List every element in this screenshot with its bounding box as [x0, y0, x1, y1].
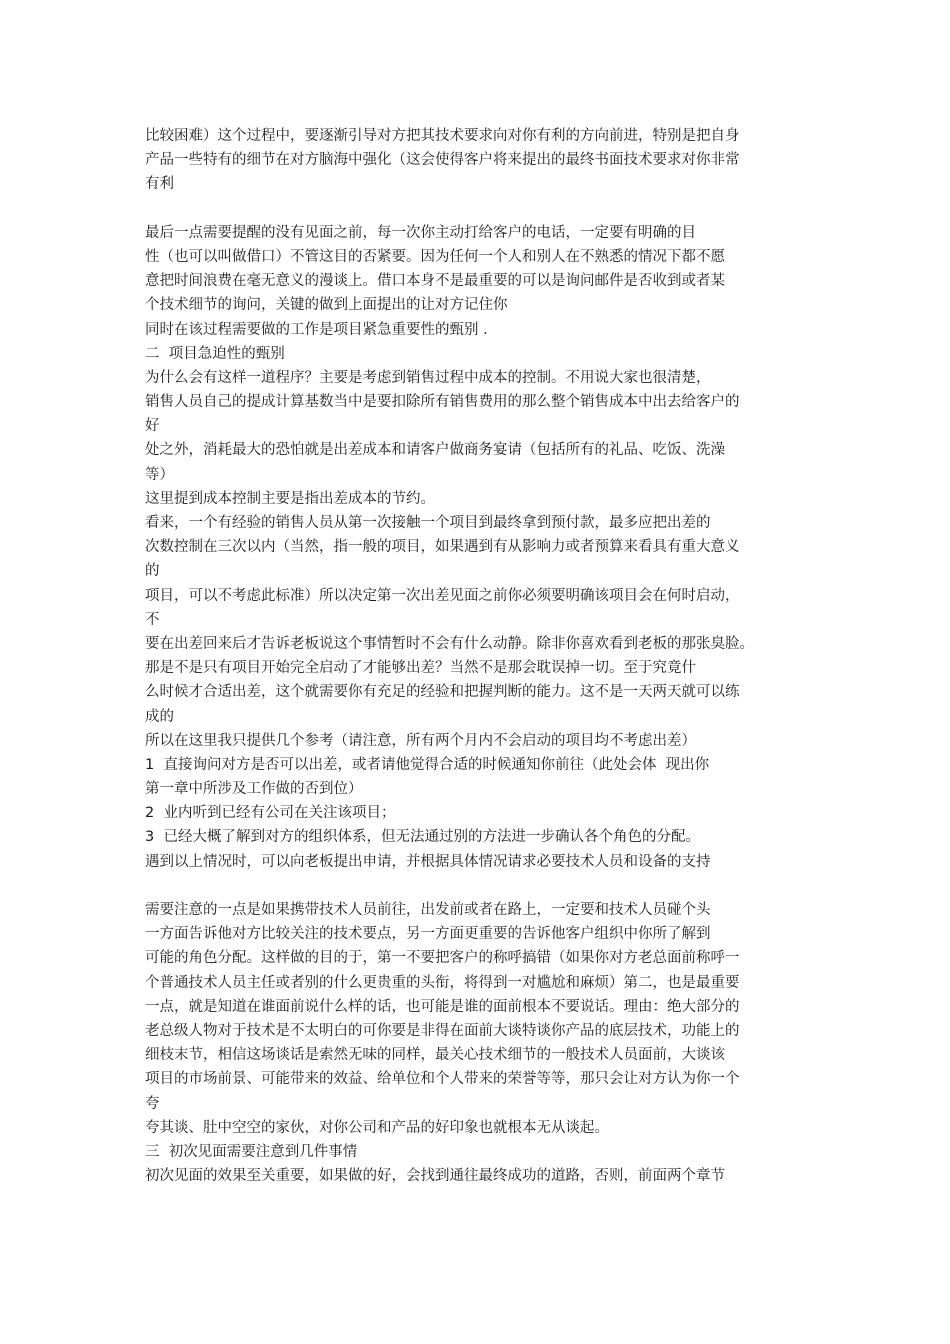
text-line: 三 初次见面需要注意到几件事情 [145, 1143, 358, 1160]
text-line: 一点，就是知道在谁面前说什么样的话，也可能是谁的面前根本不要说话。理由：绝大部分的 [145, 998, 740, 1015]
text-line: 比较困难）这个过程中，要逐渐引导对方把其技术要求向对你有利的方向前进，特别是把自身 [145, 128, 740, 144]
text-line: 的 [145, 563, 160, 580]
text-line: 3 已经大概了解到对方的组织体系，但无法通过别的方法进一步确认各个角色的分配。 [145, 829, 700, 846]
text-line: 产品一些特有的细节在对方脑海中强化（这会使得客户将来提出的最终书面技术要求对你非常 [145, 152, 740, 169]
text-line: 项目，可以不考虑此标准）所以决定第一次出差见面之前你必须要明确该项目会在何时启动， [145, 587, 740, 604]
text-line: 第一章中所涉及工作做的否到位） [145, 781, 363, 798]
text-line: 需要注意的一点是如果携带技术人员前往，出发前或者在路上，一定要和技术人员碰个头 [145, 902, 711, 918]
text-line: 2 业内听到已经有公司在关注该项目； [145, 805, 396, 822]
text-line: 1 直接询问对方是否可以出差，或者请他觉得合适的时候通知你前往（此处会体 现出你 [145, 756, 710, 773]
text-line: 初次见面的效果至关重要，如果做的好，会找到通往最终成功的道路，否则，前面两个章节 [145, 1168, 725, 1185]
text-line: 遇到以上情况时，可以向老板提出申请，并根据具体情况请求必要技术人员和设备的支持 [145, 853, 711, 870]
text-line: 这里提到成本控制主要是指出差成本的节约。 [145, 490, 435, 507]
text-line: 个普通技术人员主任或者别的什么更贵重的头衔，将得到一对尴尬和麻烦）第二，也是最重要 [145, 974, 740, 991]
text-line: 性（也可以叫做借口）不管这目的否紧要。因为任何一个人和别人在不熟悉的情况下都不愿 [145, 248, 725, 265]
text-line: 夸其谈、肚中空空的家伙，对你公司和产品的好印象也就根本无从谈起。 [145, 1119, 609, 1136]
text-line: 那是不是只有项目开始完全启动了才能够出差？当然不是那会耽误掉一切。至于究竟什 [145, 660, 696, 677]
text-line: 不 [145, 611, 160, 628]
text-line: 老总级人物对于技术是不太明白的可你要是非得在面前大谈特谈你产品的底层技术，功能上的 [145, 1022, 740, 1039]
text-line: 等） [145, 466, 174, 483]
text-line: 好 [145, 418, 160, 435]
text-line: 项目的市场前景、可能带来的效益、给单位和个人带来的荣誉等等，那只会让对方认为你一个 [145, 1071, 740, 1088]
text-line: 有利 [145, 176, 174, 193]
text-line: 处之外，消耗最大的恐怕就是出差成本和请客户做商务宴请（包括所有的礼品、吃饭、洗澡 [145, 442, 725, 459]
text-line: 可能的角色分配。这样做的目的于，第一不要把客户的称呼搞错（如果你对方老总面前称呼一 [145, 950, 740, 967]
text-line: 一方面告诉他对方比较关注的技术要点，另一方面更重要的告诉他客户组织中你所了解到 [145, 926, 711, 943]
text-line: 要在出差回来后才告诉老板说这个事情暂时不会有什么动静。除非你喜欢看到老板的那张臭脸。 [145, 635, 754, 652]
text-line: 细枝末节，相信这场谈话是索然无味的同样，最关心技术细节的一般技术人员面前，大谈该 [145, 1047, 725, 1064]
text-line: 所以在这里我只提供几个参考（请注意，所有两个月内不会启动的项目均不考虑出差） [145, 732, 696, 749]
text-line: 意把时间浪费在毫无意义的漫谈上。借口本身不是最重要的可以是询问邮件是否收到或者某 [145, 273, 725, 290]
text-line [145, 197, 835, 221]
document-body [145, 124, 835, 1188]
text-line: 成的 [145, 708, 174, 725]
text-line: 同时在该过程需要做的工作是项目紧急重要性的甄别 . [145, 321, 488, 338]
text-line: 销售人员自己的提成计算基数当中是要扣除所有销售费用的那么整个销售成本中出去给客户的 [145, 394, 740, 411]
text-line: 最后一点需要提醒的没有见面之前，每一次你主动打给客户的电话，一定要有明确的目 [145, 224, 696, 241]
text-line: 么时候才合适出差，这个就需要你有充足的经验和把握判断的能力。这不是一天两天就可以练 [145, 684, 740, 701]
text-line: 二 项目急迫性的甄别 [145, 345, 285, 362]
text-line: 夸 [145, 1095, 160, 1112]
text-line: 看来，一个有经验的销售人员从第一次接触一个项目到最终拿到预付款，最多应把出差的 [145, 515, 711, 531]
text-line: 为什么会有这样一道程序？主要是考虑到销售过程中成本的控制。不用说大家也很清楚， [145, 369, 711, 386]
text-line: 次数控制在三次以内（当然，指一般的项目，如果遇到有从影响力或者预算来看具有重大意义 [145, 539, 740, 556]
text-line [145, 874, 835, 898]
text-line: 个技术细节的询问，关键的做到上面提出的让对方记住你 [145, 297, 508, 314]
